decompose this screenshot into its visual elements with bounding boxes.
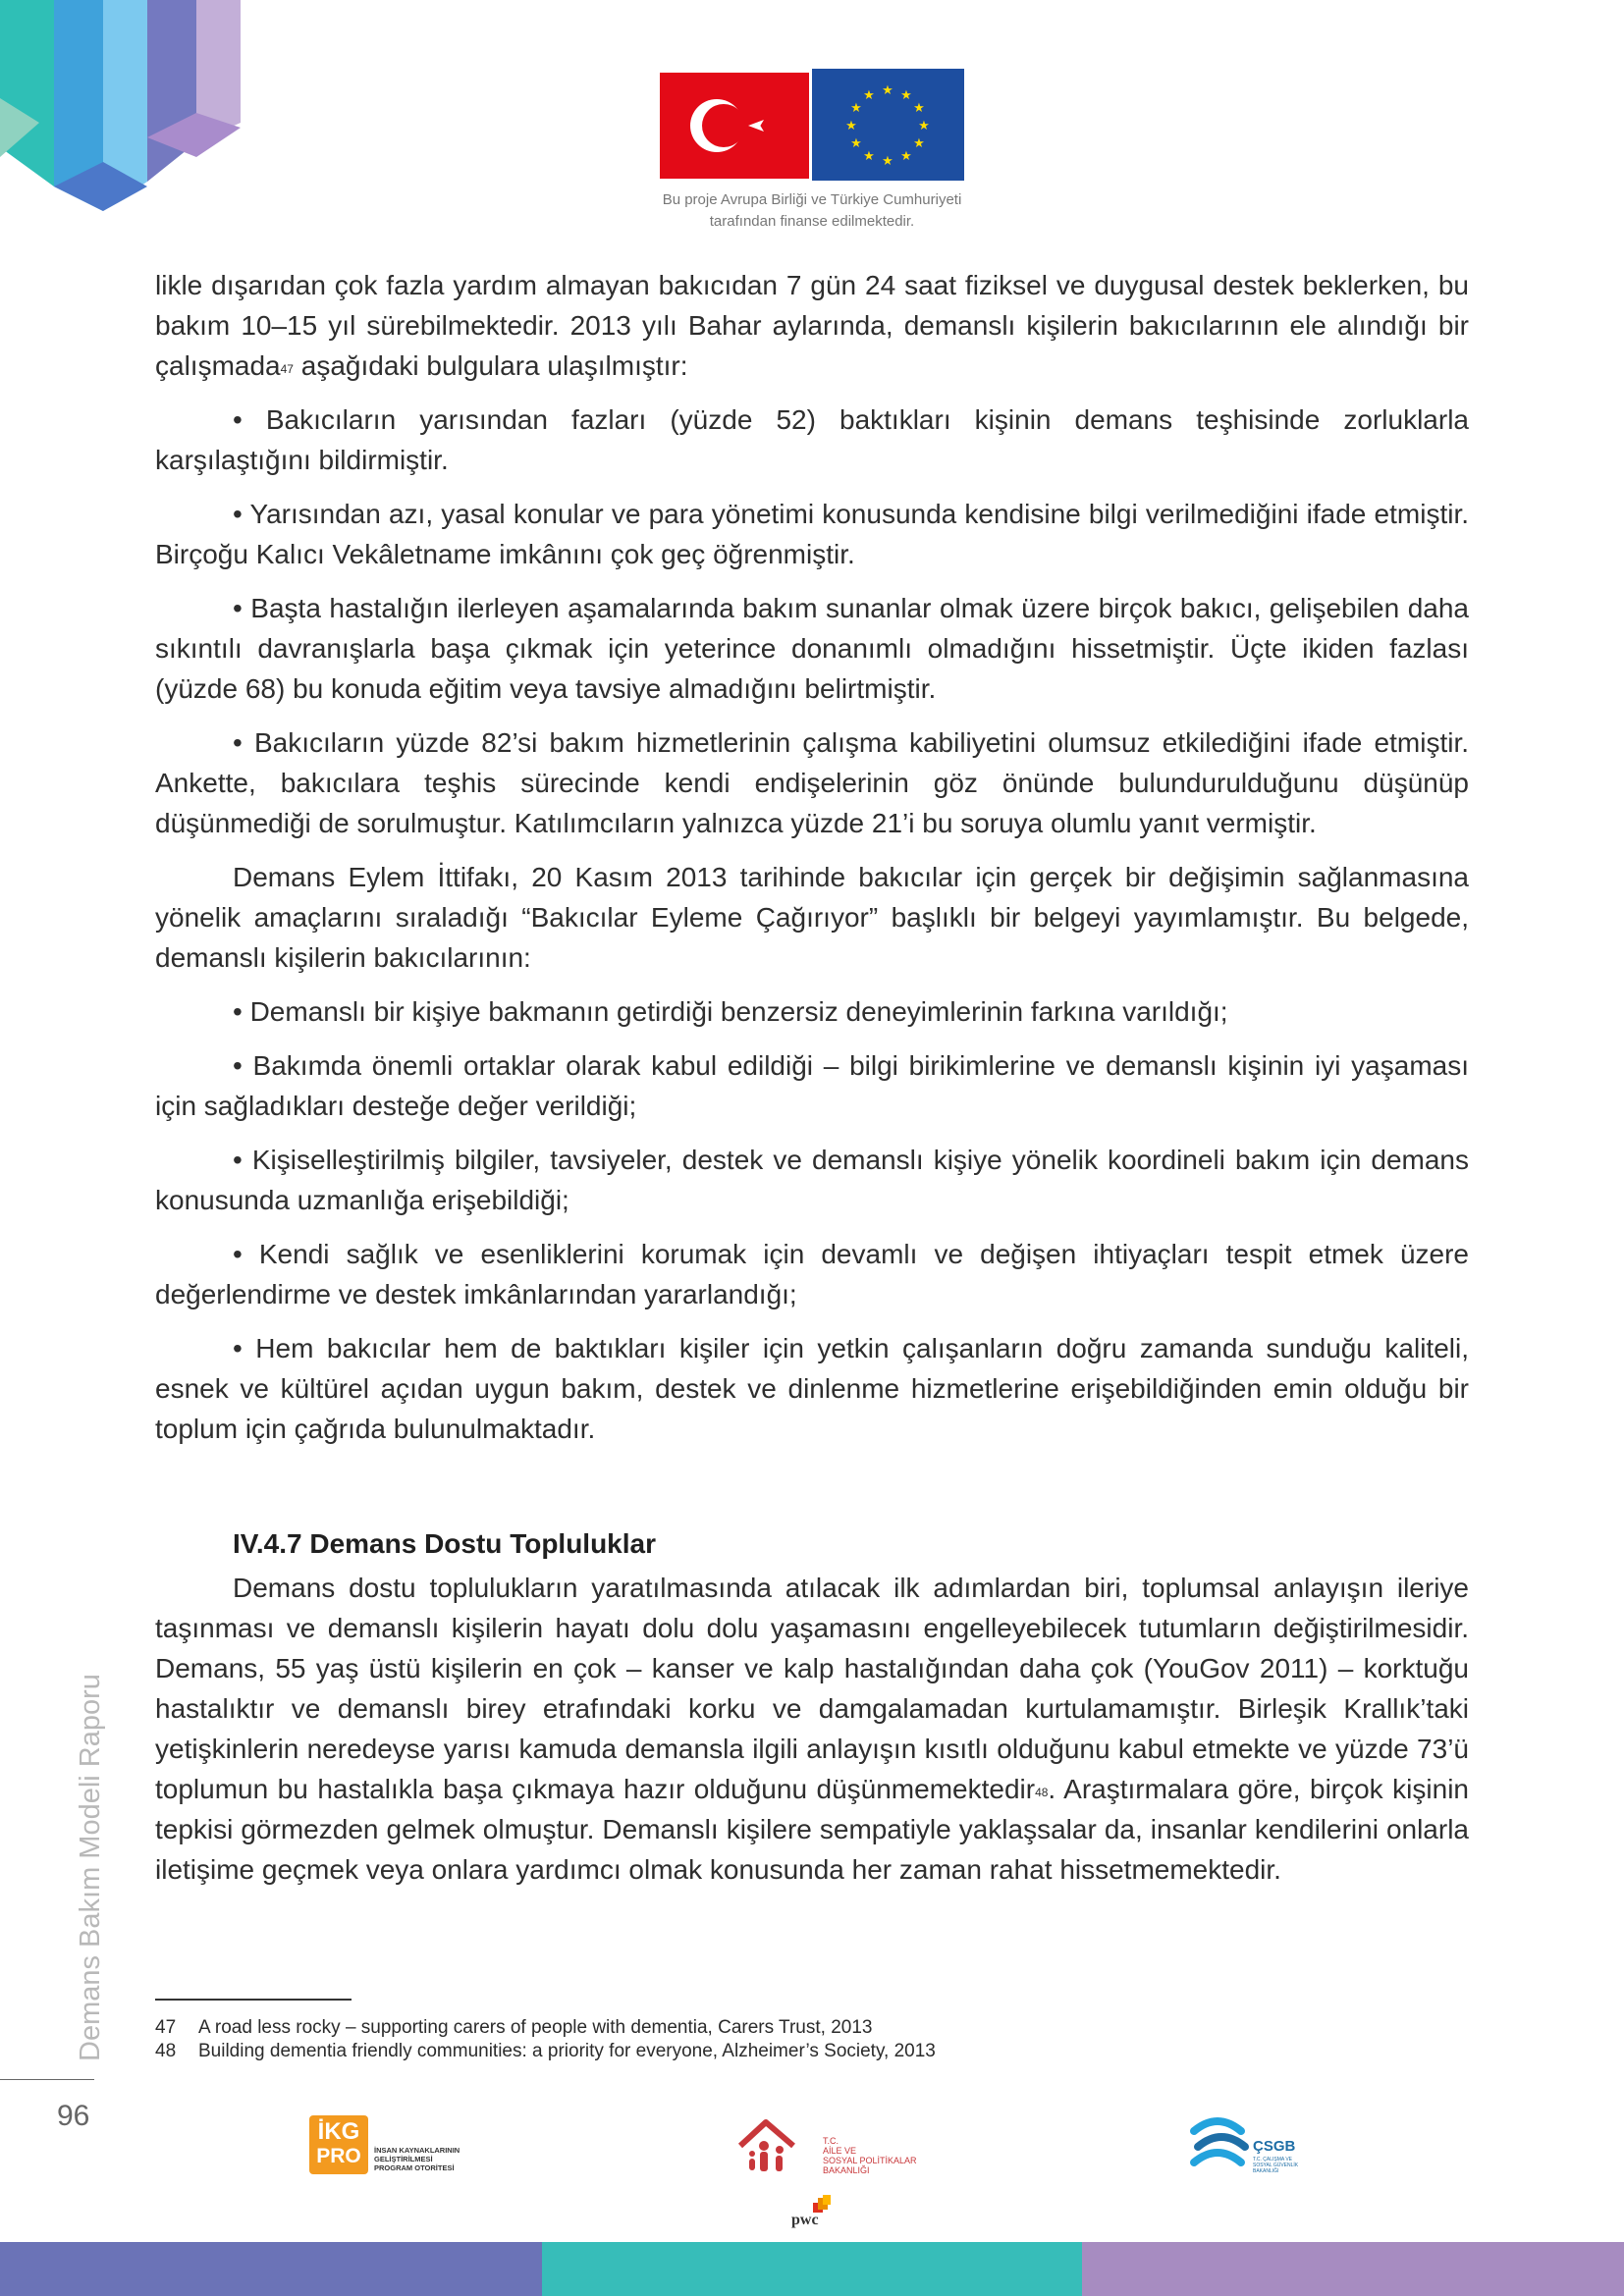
bullet-4: • Bakıcıların yüzde 82’si bakım hizmetlerinin çalışma kabiliyetini olumsuz etkilediğini ifade etmiştir. Ankette, bakıcılara teşhis sürecinde kendi endişelerinin göz önünde bulundurulduğunu düşünüp düşünmediği de sorulmuştur. Katılımcıların yalnızca yüzde 21’i bu soruya olumlu yanıt vermiştir. xyxy=(155,727,1469,838)
flag-caption-line2: tarafından finanse edilmektedir. xyxy=(709,213,915,230)
bullet-c5: • Hem bakıcılar hem de baktıkları kişiler için yetkin çalışanların doğru zamanda sunduğu kaliteli, esnek ve kültürel açıdan uygun bakım, destek ve dinlenme hizmetlerine erişebildiğinden emin olduğu bir toplum için çağrıda bulunulmaktadır. xyxy=(155,1333,1469,1444)
footer-band-middle xyxy=(542,2242,1082,2296)
svg-text:★: ★ xyxy=(863,88,875,103)
svg-text:★: ★ xyxy=(850,136,862,151)
footnote-ref-48[interactable]: 48 xyxy=(1035,1786,1049,1799)
svg-text:★: ★ xyxy=(900,88,912,103)
flag-caption-line1: Bu proje Avrupa Birliği ve Türkiye Cumhuriyeti xyxy=(662,191,962,208)
main-content xyxy=(155,265,1469,1903)
svg-text:★: ★ xyxy=(913,136,925,151)
bullet-c3: • Kişiselleştirilmiş bilgiler, tavsiyeler, destek ve demanslı kişiye yönelik koordineli bakım için demans konusunda uzmanlığa erişebildiği; xyxy=(155,1145,1469,1215)
pwc-logo: pwc xyxy=(785,2195,837,2230)
section-heading: IV.4.7 Demans Dostu Topluluklar xyxy=(233,1528,657,1559)
svg-text:★: ★ xyxy=(882,83,893,98)
bullet-3: • Başta hastalığın ilerleyen aşamalarında bakım sunanlar olmak üzere birçok bakıcı, gelişebilen daha sıkıntılı davranışlarla başa çıkmak için yeterince donanımlı olmadığını hissetmiştir. Üçte ikiden fazlası (yüzde 68) bu konuda eğitim veya tavsiye almadığını belirtmiştir. xyxy=(155,593,1469,704)
corner-decoration xyxy=(0,0,245,236)
bullet-c4: • Kendi sağlık ve esenliklerini korumak için devamlı ve değişen ihtiyaçları tespit etmek üzere değerlendirme ve destek imkânlarından yararlandığı; xyxy=(155,1239,1469,1309)
bullet-2: • Yarısından azı, yasal konular ve para yönetimi konusunda kendisine bilgi verilmediğini ifade etmiştir. Birçoğu Kalıcı Vekâletname imkânını çok geç öğrenmiştir. xyxy=(155,499,1469,569)
bullet-1: • Bakıcıların yarısından fazları (yüzde 52) baktıkları kişinin demans teşhisinde zorluklarla karşılaştığını bildirmiştir. xyxy=(155,404,1469,475)
footer-band-right xyxy=(1082,2242,1624,2296)
ikg-pro-logo: İKG PRO İNSAN KAYNAKLARININ GELİŞTİRİLMESİ PROGRAM OTORİTESİ xyxy=(309,2115,476,2178)
footnote-48: 48 Building dementia friendly communities: a priority for everyone, Alzheimer’s Society, 2013 xyxy=(155,2041,936,2061)
csgb-logo: ÇSGB T.C. ÇALIŞMA VE SOSYAL GÜVENLİK BAKANLIĞI xyxy=(1188,2113,1326,2172)
sidebar-report-title: Demans Bakım Modeli Raporu xyxy=(75,1674,106,2061)
paragraph-2: Demans Eylem İttifakı, 20 Kasım 2013 tarihinde bakıcılar için gerçek bir değişimin sağlanmasına yönelik amaçlarını sıraladığı “Bakıcılar Eyleme Çağırıyor” başlıklı bir belgeyi yayımlamıştır. Bu belgede, demanslı kişilerin bakıcılarının: xyxy=(155,862,1469,973)
svg-text:★: ★ xyxy=(900,149,912,164)
paragraph-3: Demans dostu toplulukların yaratılmasında atılacak ilk adımlardan biri, toplumsal anlayışın ileriye taşınması ve demanslı kişilerin hayatı dolu dolu yaşamasını engelleyebilecek tutumların değiştirilmesidir. Demans, 55 yaş üstü kişilerin en çok – kanser ve kalp hastalığından daha çok (YouGov 2011) – korktuğu hastalıktır ve demanslı birey etrafındaki korku ve damgalamadan kurtulamamıştır. Birleşik Krallık’taki yetişkinlerin neredeyse yarısı kamuda demansla ilgili anlayışın kısıtlı olduğunu kabul etmekte ve yüzde 73’ü toplumun bu hastalıkla başa çıkmaya hazır olduğunu düşünmemektedir$^{48}$. Araştırmalara göre, birçok kişinin tepkisi görmezden gelmek olmuştur. Demanslı kişilere sempatiyle yaklaşsalar da, insanlar kendilerini onlarla iletişime geçmek veya onlara yardımcı olmak konusunda her zaman rahat hissetmemektedir. xyxy=(155,1573,1469,1885)
paragraph-1: likle dışarıdan çok fazla yardım almayan bakıcıdan 7 gün 24 saat fiziksel ve duygusal destek beklerken, bu bakım 10–15 yıl sürebilmektedir. 2013 yılı Bahar aylarında, demanslı kişilerin bakıcılarının ele alındığı bir çalışmada$^{47}$ aşağıdaki bulgulara ulaşılmıştır: xyxy=(155,270,1469,381)
svg-text:★: ★ xyxy=(918,119,930,133)
svg-text:★: ★ xyxy=(845,119,857,133)
svg-text:★: ★ xyxy=(913,101,925,116)
bullet-c2: • Bakımda önemli ortaklar olarak kabul edildiği – bilgi birikimlerine ve demanslı kişinin iyi yaşaması için sağladıkları desteğe değer verildiği; xyxy=(155,1050,1469,1121)
page-number: 96 xyxy=(57,2100,90,2132)
aile-bakanligi-logo: T.C. AİLE VE SOSYAL POLİTİKALAR BAKANLIĞI xyxy=(736,2110,903,2179)
footnotes xyxy=(155,2016,1469,2063)
svg-text:★: ★ xyxy=(863,149,875,164)
flag-caption xyxy=(589,189,1035,233)
footnote-ref-47[interactable]: 47 xyxy=(280,362,294,376)
footer-band-left xyxy=(0,2242,542,2296)
svg-text:★: ★ xyxy=(882,154,893,169)
page-number-rule xyxy=(0,2079,94,2080)
footnote-47: 47 A road less rocky – supporting carers of people with dementia, Carers Trust, 2013 xyxy=(155,2017,873,2038)
svg-text:★: ★ xyxy=(850,101,862,116)
bullet-c1: • Demanslı bir kişiye bakmanın getirdiği benzersiz deneyimlerinin farkına varıldığı; xyxy=(233,996,1228,1027)
footnote-divider xyxy=(155,1999,352,2001)
